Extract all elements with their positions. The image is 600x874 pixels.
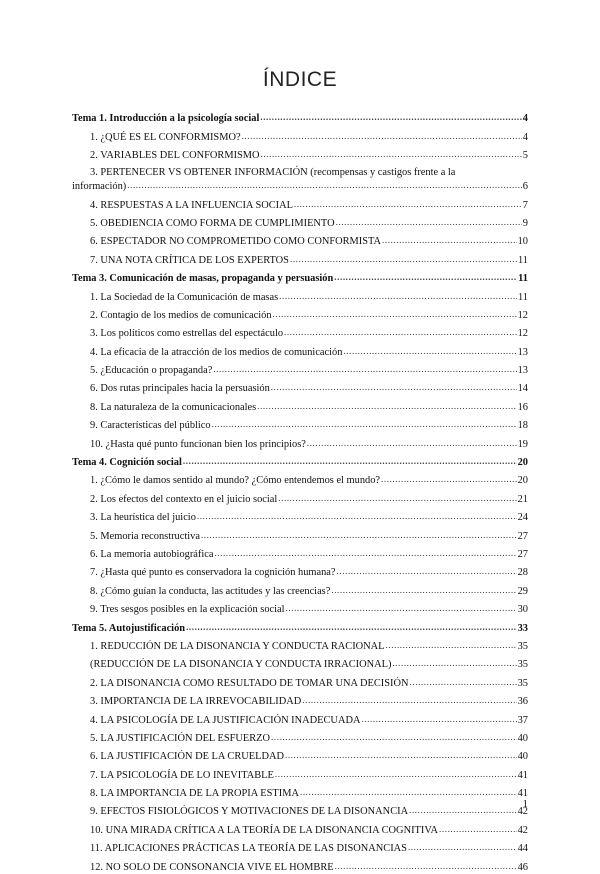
toc-entry-page: 24 (517, 512, 528, 524)
toc-entry-text: 8. LA IMPORTANCIA DE LA PROPIA ESTIMA (90, 788, 299, 800)
dot-leader (334, 272, 517, 285)
dot-leader (271, 382, 517, 395)
dot-leader (300, 787, 517, 800)
page-number: 1 (522, 798, 528, 810)
toc-entry[interactable] (72, 487, 528, 505)
toc-entry-page: 20 (517, 475, 528, 487)
toc-entry-text: 5. Memoria reconstructiva (90, 530, 200, 542)
toc-entry-page: 36 (517, 696, 528, 708)
dot-leader (275, 769, 517, 782)
toc-entry-text: 5. ¿Educación o propaganda? (90, 365, 213, 377)
toc-entry-page: 35 (517, 677, 528, 689)
toc-entry-text: 2. LA DISONANCIA COMO RESULTADO DE TOMAR UNA DECISIÓN (90, 677, 409, 689)
toc-entry-page: 35 (517, 659, 528, 671)
toc-entry[interactable] (72, 543, 528, 561)
toc-entry-page: 13 (517, 365, 528, 377)
dot-leader (257, 401, 516, 414)
toc-entry-text: 6. LA JUSTIFICACIÓN DE LA CRUELDAD (90, 751, 284, 763)
toc-entry[interactable] (72, 524, 528, 542)
dot-leader (279, 291, 517, 304)
dot-leader (409, 805, 517, 818)
toc-entry[interactable] (72, 395, 528, 413)
page-title: ÍNDICE (262, 68, 338, 91)
toc-entry-text: 3. PERTENECER VS OBTENER INFORMACIÓN (recompensas y castigos frente a la (90, 167, 456, 179)
toc-entry[interactable] (72, 745, 528, 763)
toc-entry[interactable] (72, 144, 528, 162)
toc-entry-text: (REDUCCIÓN DE LA DISONANCIA Y CONDUCTA IRRACIONAL) (90, 659, 392, 671)
toc-entry-page: 11 (518, 273, 528, 285)
toc-entry[interactable] (72, 248, 528, 266)
toc-chapter-heading[interactable] (72, 616, 528, 634)
toc-entry[interactable] (72, 782, 528, 800)
toc-entry[interactable] (72, 579, 528, 597)
toc-entry[interactable] (72, 653, 528, 671)
toc-entry-page: 18 (517, 420, 528, 432)
toc-entry[interactable] (72, 690, 528, 708)
toc-entry-page: 35 (517, 640, 528, 652)
toc-entry-page: 12 (517, 309, 528, 321)
toc-entry-page: 16 (517, 401, 528, 413)
toc-entry-text: 12. NO SOLO DE CONSONANCIA VIVE EL HOMBRE (90, 861, 334, 873)
dot-leader (337, 566, 517, 579)
toc-entry[interactable] (72, 125, 528, 143)
toc-entry-page: 4 (522, 131, 528, 143)
toc-entry[interactable] (72, 598, 528, 616)
dot-leader (336, 217, 522, 230)
toc-entry-page: 40 (517, 751, 528, 763)
toc-entry-text: 5. LA JUSTIFICACIÓN DEL ESFUERZO (90, 732, 271, 744)
toc-entry-text: 3. Los políticos como estrellas del espectáculo (90, 328, 284, 340)
toc-entry-text: 1. La Sociedad de la Comunicación de masas (90, 291, 279, 303)
dot-leader (186, 622, 517, 635)
toc-entry-text: información) (72, 181, 127, 193)
toc-entry[interactable] (72, 193, 528, 211)
toc-entry[interactable] (72, 285, 528, 303)
toc-entry-page: 27 (517, 530, 528, 542)
toc-entry-text: 7. UNA NOTA CRÍTICA DE LOS EXPERTOS (90, 254, 289, 266)
toc-entry[interactable] (72, 708, 528, 726)
toc-entry[interactable] (72, 322, 528, 340)
toc-entry-page: 46 (517, 861, 528, 873)
toc-entry-page: 30 (517, 604, 528, 616)
dot-leader (273, 309, 517, 322)
dot-leader (439, 824, 517, 837)
toc-entry-text: 1. ¿QUÉ ES EL CONFORMISMO? (90, 131, 241, 143)
toc-chapter-heading[interactable] (72, 267, 528, 285)
toc-entry-text: 6. ESPECTADOR NO COMPROMETIDO COMO CONFORMISTA (90, 236, 382, 248)
dot-leader (214, 548, 516, 561)
dot-leader (386, 640, 517, 653)
toc-entry-text: 5. OBEDIENCIA COMO FORMA DE CUMPLIMIENTO (90, 217, 335, 229)
toc-entry-page: 27 (517, 548, 528, 560)
toc-entry[interactable] (72, 561, 528, 579)
dot-leader (201, 530, 517, 543)
toc-entry-page: 42 (517, 824, 528, 836)
toc-entry-text: 8. La naturaleza de la comunicacionales (90, 401, 257, 413)
toc-entry[interactable] (72, 162, 528, 193)
dot-leader (260, 112, 521, 125)
dot-leader (183, 456, 517, 469)
toc-entry-text: Tema 1. Introducción a la psicología social (72, 113, 260, 125)
toc-entry[interactable] (72, 763, 528, 781)
dot-leader (294, 199, 522, 212)
toc-entry-page: 5 (522, 150, 528, 162)
toc-entry[interactable] (72, 377, 528, 395)
toc-entry-page: 21 (517, 493, 528, 505)
toc-entry-page: 12 (517, 328, 528, 340)
toc-entry[interactable] (72, 855, 528, 873)
dot-leader (331, 585, 516, 598)
toc-entry-text: 9. Características del público (90, 420, 211, 432)
toc-entry-text: 7. ¿Hasta qué punto es conservadora la cognición humana? (90, 567, 336, 579)
toc-entry-text: 3. La heurística del juicio (90, 512, 196, 524)
table-of-contents (72, 107, 528, 874)
toc-entry-page: 6 (522, 181, 528, 193)
toc-entry[interactable] (72, 230, 528, 248)
toc-entry[interactable] (72, 432, 528, 450)
toc-entry[interactable] (72, 818, 528, 836)
toc-entry-page: 44 (517, 843, 528, 855)
toc-entry-page: 19 (517, 438, 528, 450)
toc-entry-text: 6. La memoria autobiográfica (90, 548, 214, 560)
toc-entry[interactable] (72, 340, 528, 358)
toc-entry-text: 2. Los efectos del contexto en el juicio social (90, 493, 278, 505)
dot-leader (278, 493, 516, 506)
dot-leader (290, 254, 517, 267)
dot-leader (261, 149, 522, 162)
dot-leader (408, 842, 517, 855)
toc-entry[interactable] (72, 506, 528, 524)
toc-entry-page: 37 (517, 714, 528, 726)
toc-entry-page: 20 (517, 457, 528, 469)
toc-entry-text: 7. LA PSICOLOGÍA DE LO INEVITABLE (90, 769, 274, 781)
toc-entry-text: 11. APLICACIONES PRÁCTICAS LA TEORÍA DE LAS DISONANCIAS (90, 843, 407, 855)
dot-leader (343, 346, 516, 359)
dot-leader (284, 327, 517, 340)
dot-leader (286, 603, 517, 616)
toc-entry-text: Tema 5. Autojustificación (72, 622, 186, 634)
toc-entry-text: 1. ¿Cómo le damos sentido al mundo? ¿Cómo entendemos el mundo? (90, 475, 381, 487)
toc-entry-page: 28 (517, 567, 528, 579)
toc-entry-page: 14 (517, 383, 528, 395)
toc-entry-text: 1. REDUCCIÓN DE LA DISONANCIA Y CONDUCTA RACIONAL (90, 640, 385, 652)
toc-entry-page: 11 (517, 291, 528, 303)
dot-leader (127, 180, 522, 193)
toc-entry-text: 10. ¿Hasta qué punto funcionan bien los principios? (90, 438, 306, 450)
toc-entry-text: 8. ¿Cómo guían la conducta, las actitudes y las creencias? (90, 585, 331, 597)
toc-entry-page: 4 (522, 113, 528, 125)
toc-entry-page: 29 (517, 585, 528, 597)
dot-leader (242, 131, 522, 144)
toc-entry-page: 42 (517, 806, 528, 818)
toc-entry-text: 4. La eficacia de la atracción de los medios de comunicación (90, 346, 343, 358)
toc-chapter-heading[interactable] (72, 451, 528, 469)
toc-entry-text: 6. Dos rutas principales hacia la persuasión (90, 383, 270, 395)
toc-entry-text: 9. EFECTOS FISIOLÓGICOS Y MOTIVACIONES DE LA DISONANCIA (90, 806, 409, 818)
toc-entry[interactable] (72, 800, 528, 818)
dot-leader (307, 438, 517, 451)
dot-leader (381, 474, 517, 487)
dot-leader (271, 732, 517, 745)
toc-entry-page: 41 (517, 788, 528, 800)
dot-leader (410, 677, 517, 690)
toc-entry-page: 9 (522, 217, 528, 229)
toc-entry-text: 4. RESPUESTAS A LA INFLUENCIA SOCIAL (90, 199, 293, 211)
toc-entry[interactable] (72, 671, 528, 689)
toc-entry[interactable] (72, 469, 528, 487)
toc-entry-text: Tema 4. Cognición social (72, 457, 182, 469)
toc-entry-text: Tema 3. Comunicación de masas, propaganda y persuasión (72, 273, 334, 285)
toc-entry-text: 4. LA PSICOLOGÍA DE LA JUSTIFICACIÓN INADECUADA (90, 714, 361, 726)
toc-entry[interactable] (72, 359, 528, 377)
toc-chapter-heading[interactable] (72, 107, 528, 125)
toc-entry[interactable] (72, 635, 528, 653)
dot-leader (392, 658, 516, 671)
toc-entry-text: 3. IMPORTANCIA DE LA IRREVOCABILIDAD (90, 696, 302, 708)
toc-entry-text: 2. Contagio de los medios de comunicación (90, 309, 272, 321)
dot-leader (302, 695, 516, 708)
dot-leader (197, 511, 517, 524)
dot-leader (382, 235, 517, 248)
toc-entry-page: 13 (517, 346, 528, 358)
toc-entry-text: 10. UNA MIRADA CRÍTICA A LA TEORÍA DE LA DISONANCIA COGNITIVA (90, 824, 439, 836)
toc-entry-page: 7 (522, 199, 528, 211)
toc-entry-page: 10 (517, 236, 528, 248)
dot-leader (285, 750, 517, 763)
dot-leader (361, 714, 516, 727)
toc-entry[interactable] (72, 727, 528, 745)
toc-entry-page: 41 (517, 769, 528, 781)
toc-entry[interactable] (72, 837, 528, 855)
toc-entry-page: 40 (517, 732, 528, 744)
toc-entry-text: 9. Tres sesgos posibles en la explicación social (90, 604, 285, 616)
toc-entry[interactable] (72, 414, 528, 432)
toc-entry-page: 11 (517, 254, 528, 266)
toc-entry-text: 2. VARIABLES DEL CONFORMISMO (90, 150, 260, 162)
toc-entry-page: 33 (517, 622, 528, 634)
dot-leader (212, 419, 517, 432)
dot-leader (335, 861, 517, 874)
toc-entry[interactable] (72, 212, 528, 230)
toc-entry[interactable] (72, 304, 528, 322)
dot-leader (213, 364, 516, 377)
